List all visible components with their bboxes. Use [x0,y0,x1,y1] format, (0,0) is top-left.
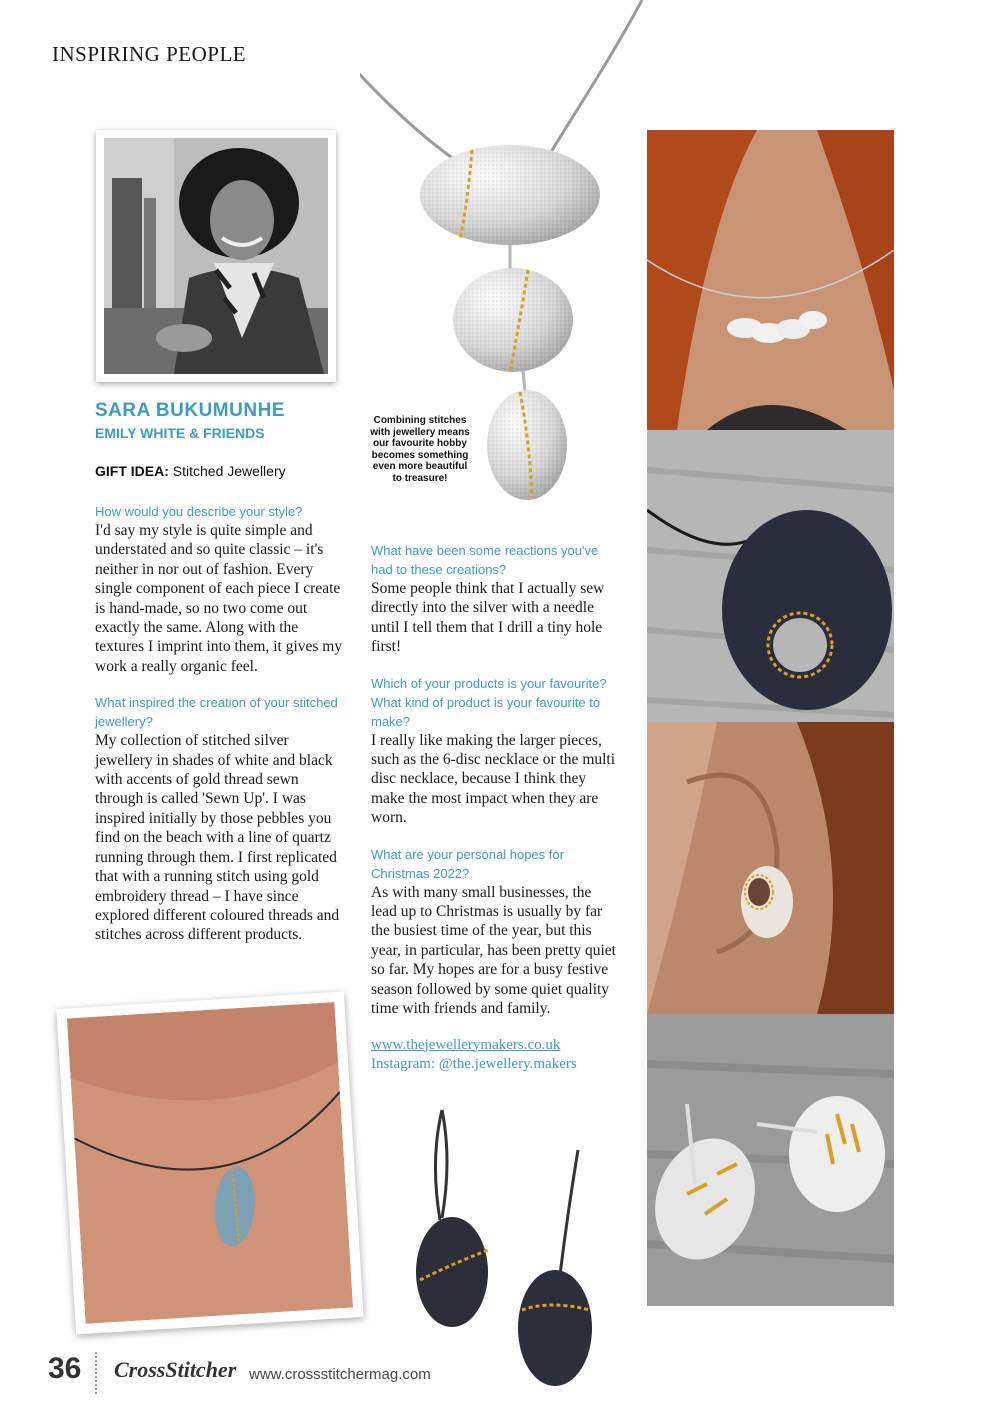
blue-pendant-photo [56,992,363,1335]
contact-links [371,1036,621,1074]
interview-column-2 [371,541,621,1074]
portrait-photo [96,130,336,382]
section-label: INSPIRING PEOPLE [52,42,247,66]
instagram-handle: Instagram: @the.jewellery.makers [371,1055,577,1072]
question: What have been some reactions you've had to these creations? [371,543,599,577]
magazine-logo: CrossStitcher [114,1357,237,1382]
earring-worn-photo [647,722,894,1014]
magazine-website: www.crossstitchermag.com [249,1366,431,1383]
interview-column-1 [95,502,345,962]
question: Which of your products is your favourite? What kind of product is your favourite to make? [371,675,607,729]
photo-caption: Combining stitches with jewellery means our favourite hobby becomes something even more beautiful to treasure! [370,415,470,484]
question: What are your personal hopes for Christmas 2022? [371,846,564,881]
website-link[interactable]: www.thejewellerymakers.co.uk [371,1036,561,1053]
gift-idea [95,463,286,479]
interviewee-name: SARA BUKUMUNHE [95,400,285,421]
question: How would you describe your style? [95,504,303,519]
question: What inspired the creation of your stitched jewellery? [95,695,338,730]
answer: My collection of stitched silver jewellery in shades of white and black with accents of gold thread sewn through is called 'Sewn Up'. I was inspired initially by those pebbles you find on the beach with a line of quartz running through them. I first replicated that with a running stitch using gold embroidery thread – I have since explored different coloured threads and stitches across different products. [95,732,340,944]
stud-earrings-photo [647,1014,894,1306]
footer-divider [95,1352,97,1394]
necklace-worn-photo [647,130,894,430]
answer: Some people think that I actually sew directly into the silver with a needle until I tell them that I drill a tiny hole first! [371,580,605,656]
gift-idea-label: GIFT IDEA: [95,463,169,479]
answer: I'd say my style is quite simple and understated and so quite classic – it's neither in nor out of fashion. Every single component of each piece I create is hand-made, so no two come out exactly the same. Along with the textures I imprint into them, it gives my work a really organic feel. [95,522,343,675]
gift-idea-value: Stitched Jewellery [172,463,286,479]
answer: I really like making the larger pieces, such as the 6-disc necklace or the multi disc necklace, because I think they make the most impact when they are worn. [371,731,616,827]
answer: As with many small businesses, the lead up to Christmas is usually by far the busiest time of the year, but this year, in particular, has been pretty quiet so far. My hopes are for a busy festive season followed by some quiet quality time with friends and family. [371,883,616,1018]
black-pendant-photo [647,430,894,722]
page-number: 36 [48,1352,82,1385]
drop-earrings-image [400,1100,620,1390]
interviewee-company: EMILY WHITE & FRIENDS [95,425,265,441]
